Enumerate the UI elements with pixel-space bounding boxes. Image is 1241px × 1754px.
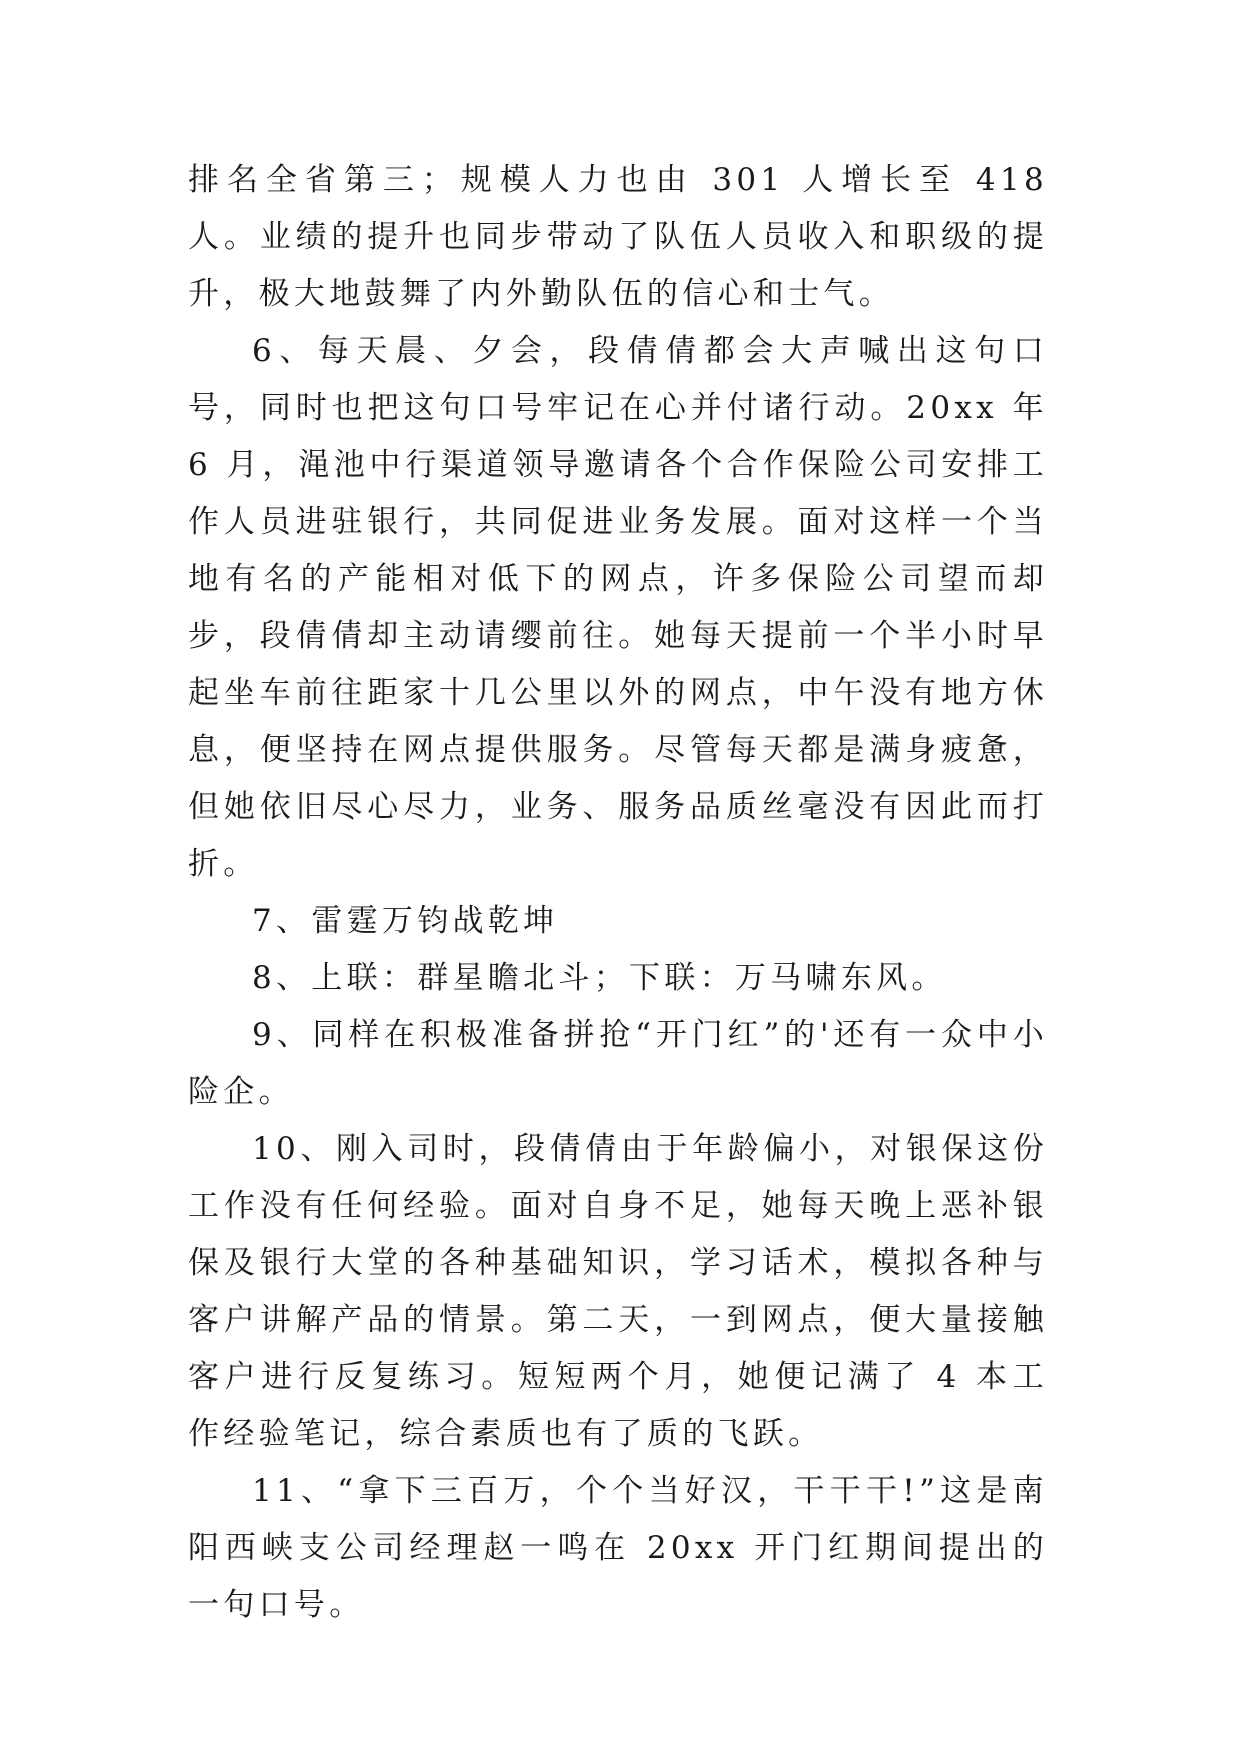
document-body bbox=[188, 152, 1048, 1634]
paragraph: 排名全省第三；规模人力也由 301 人增长至 418 人。业绩的提升也同步带动了队伍人员收入和职级的提升，极大地鼓舞了内外勤队伍的信心和士气。 bbox=[188, 162, 1048, 312]
paragraph: 7、雷霆万钧战乾坤 bbox=[252, 903, 559, 939]
paragraph: 8、上联：群星瞻北斗；下联：万马啸东风。 bbox=[252, 960, 947, 996]
paragraph: 10、刚入司时，段倩倩由于年龄偏小，对银保这份工作没有任何经验。面对自身不足，她每天晚上恶补银保及银行大堂的各种基础知识，学习话术，模拟各种与客户讲解产品的情景。第二天，一到网点，便大量接触客户进行反复练习。短短两个月，她便记满了 4 本工作经验笔记，综合素质也有了质的飞跃。 bbox=[188, 1131, 1048, 1452]
paragraph: 6、每天晨、夕会，段倩倩都会大声喊出这句口号，同时也把这句口号牢记在心并付诸行动。20xx 年 6 月，渑池中行渠道领导邀请各个合作保险公司安排工作人员进驻银行，共同促进业务发展。面对这样一个当地有名的产能相对低下的网点，许多保险公司望而却步，段倩倩却主动请缨前往。她每天提前一个半小时早起坐车前往距家十几公里以外的网点，中午没有地方休息，便坚持在网点提供服务。尽管每天都是满身疲惫，但她依旧尽心尽力，业务、服务品质丝毫没有因此而打折。 bbox=[188, 333, 1048, 882]
paragraph: 9、同样在积极准备拼抢“开门红”的'还有一众中小险企。 bbox=[188, 1017, 1048, 1110]
paragraph: 11、“拿下三百万，个个当好汉，干干干!”这是南阳西峡支公司经理赵一鸣在 20xx 开门红期间提出的一句口号。 bbox=[188, 1473, 1048, 1623]
